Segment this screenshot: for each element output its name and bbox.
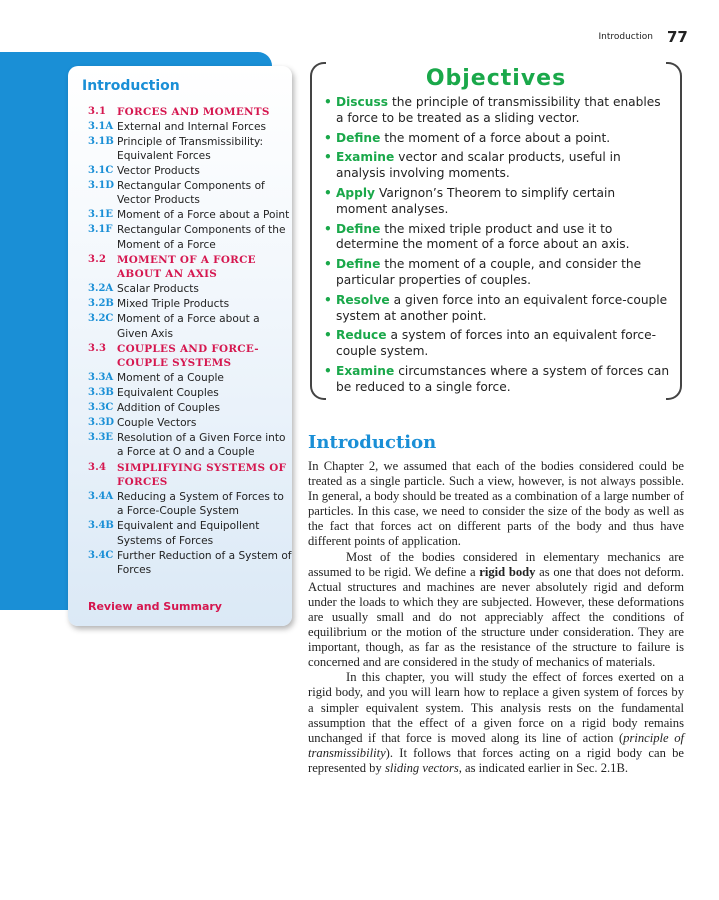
toc-item[interactable] — [88, 386, 292, 400]
objective-text: circumstances where a system of forces can be reduced to a single force. — [336, 363, 670, 394]
toc-item[interactable] — [88, 461, 292, 490]
toc-item[interactable] — [88, 282, 292, 296]
toc-item[interactable] — [88, 164, 292, 178]
toc-item-number: 3.2A — [88, 283, 114, 295]
toc-item-number: 3.1 — [88, 106, 107, 117]
toc-item[interactable] — [88, 297, 292, 311]
objective-item — [324, 131, 670, 147]
toc-item-label: Rectangular Components of the Moment of a Force — [117, 224, 286, 251]
body-text — [308, 459, 684, 776]
toc-item-label: Further Reduction of a System of Forces — [117, 549, 292, 577]
objectives-title: Objectives — [425, 66, 567, 91]
toc-review-summary[interactable]: Review and Summary — [88, 600, 222, 613]
paragraph — [308, 459, 684, 550]
objective-item — [324, 222, 670, 254]
toc-item-number: 3.1B — [88, 135, 114, 147]
toc-item-number: 3.1A — [88, 120, 114, 132]
objective-item — [324, 257, 670, 289]
toc-item-number: 3.2C — [88, 313, 114, 325]
objective-text: vector and scalar products, useful in analysis involving moments. — [336, 150, 621, 181]
objective-verb: Define — [336, 221, 381, 236]
text-run: Most of the bodies considered in elementary mechanics are assumed to be rigid. We define a — [308, 549, 684, 579]
toc-item-number: 3.1D — [88, 180, 115, 192]
page-number: 77 — [667, 28, 688, 46]
objectives-box — [310, 62, 682, 400]
toc-item-number: 3.4C — [88, 549, 114, 561]
objective-text: the moment of a couple, and consider the particular properties of couples. — [336, 257, 642, 287]
toc-item[interactable] — [88, 223, 292, 252]
objective-item — [324, 364, 670, 396]
toc-item-label: Resolution of a Given Force into a Force at O and a Couple — [117, 431, 286, 459]
toc-item-number: 3.3D — [88, 417, 115, 429]
text-run: , as indicated earlier in Sec. 2.1B. — [458, 760, 629, 775]
objective-verb: Examine — [336, 363, 395, 378]
toc-item[interactable] — [88, 135, 292, 164]
text-run: as one that does not deform. Actual structures and machines are never absolutely rigid and deform under the loads to which they are subjected. However, these deformations are usually small and do not appreciably affect the conditions of equilibrium or the motion of the structure under consideration. They are important, though, as far as the resistance of the structure to failure is concerned and are considered in the study of mechanics of materials. — [308, 564, 684, 670]
italic-term: sliding vectors — [384, 760, 459, 775]
objective-text: the mixed triple product and use it to determine the moment of a force about an axis. — [336, 221, 630, 252]
section-heading: Introduction — [308, 432, 437, 453]
toc-item-label: Vector Products — [117, 165, 200, 178]
objective-item — [324, 328, 670, 360]
objective-verb: Resolve — [336, 292, 390, 307]
toc-item[interactable] — [88, 549, 292, 578]
toc-item-number: 3.4A — [88, 491, 114, 503]
toc-item-number: 3.3C — [88, 402, 114, 414]
objective-verb: Discuss — [336, 95, 388, 109]
toc-item-number: 3.3 — [88, 343, 107, 354]
objective-item — [324, 95, 670, 127]
toc-item[interactable] — [88, 179, 292, 208]
objectives-list — [324, 95, 670, 400]
toc-item-label: Moment of a Couple — [117, 372, 224, 385]
toc-item-number: 3.3B — [88, 387, 114, 399]
objective-text: a given force into an equivalent force-couple system at another point. — [336, 292, 668, 323]
toc-item-label: FORCES AND MOMENTS — [117, 106, 270, 118]
objective-text: the principle of transmissibility that enables a force to be treated as a sliding vector. — [336, 95, 661, 125]
objective-verb: Define — [336, 130, 381, 145]
toc-item-number: 3.1F — [88, 224, 113, 236]
toc-item-label: Reducing a System of Forces to a Force-Couple System — [117, 491, 284, 518]
objective-verb: Define — [336, 257, 381, 272]
toc-item[interactable] — [88, 312, 292, 341]
running-header: Introduction — [598, 32, 653, 42]
toc-item-label: Moment of a Force about a Given Axis — [117, 313, 260, 340]
objective-verb: Examine — [336, 150, 395, 165]
paragraph — [308, 670, 684, 776]
bracket-left-line — [310, 92, 312, 370]
toc-item-number: 3.4B — [88, 520, 114, 532]
bold-term: rigid body — [479, 564, 536, 579]
toc-item[interactable] — [88, 519, 292, 548]
toc-item-number: 3.1E — [88, 209, 114, 221]
toc-item-label: External and Internal Forces — [117, 120, 266, 133]
objective-item — [324, 293, 670, 325]
toc-item[interactable] — [88, 120, 292, 134]
toc-item[interactable] — [88, 490, 292, 519]
paragraph — [308, 550, 684, 671]
objective-item — [324, 150, 670, 182]
italic-term: principle of transmissibility — [308, 730, 684, 760]
toc-item-label: MOMENT OF A FORCE ABOUT AN AXIS — [117, 254, 256, 281]
toc-item[interactable] — [88, 105, 292, 119]
toc-item-label: Scalar Products — [117, 283, 199, 296]
toc-item[interactable] — [88, 208, 292, 222]
toc-item-number: 3.3E — [88, 431, 114, 443]
objective-verb: Reduce — [336, 328, 387, 343]
objective-item — [324, 186, 670, 218]
toc-item[interactable] — [88, 431, 292, 460]
objective-text: Varignon’s Theorem to simplify certain moment analyses. — [336, 185, 616, 216]
objective-text: the moment of a force about a point. — [384, 130, 611, 145]
toc-item[interactable] — [88, 371, 292, 385]
toc-item[interactable] — [88, 416, 292, 430]
toc-item-label: Moment of a Force about a Point — [117, 209, 290, 222]
toc-item-label: COUPLES AND FORCE-COUPLE SYSTEMS — [117, 343, 259, 370]
text-run: In this chapter, you will study the effect of forces exerted on a rigid body, and you will learn how to replace a given system of forces by a simpler equivalent system. This analysis rests on the fundamental assumption that the effect of a given force on a rigid body remains unchanged if that force is moved along its line of action ( — [308, 670, 684, 745]
toc-item-label: Mixed Triple Products — [117, 298, 230, 311]
toc-item-label: Couple Vectors — [117, 417, 197, 430]
objective-verb: Apply — [336, 185, 376, 200]
toc-item-number: 3.3A — [88, 372, 114, 384]
toc-item[interactable] — [88, 401, 292, 415]
bracket-right-line — [680, 92, 682, 370]
toc-item-label: Addition of Couples — [117, 402, 220, 415]
toc-item-number: 3.4 — [88, 461, 107, 473]
toc-item-number: 3.2 — [88, 254, 107, 266]
toc-list — [88, 104, 292, 578]
objective-text: a system of forces into an equivalent force-couple system. — [336, 328, 657, 359]
chapter-contents-card — [68, 66, 292, 626]
toc-item-number: 3.2B — [88, 298, 114, 310]
toc-item[interactable] — [88, 342, 292, 371]
text-run: In Chapter 2, we assumed that each of the bodies considered could be treated as a single particle. Such a view, however, is not always possible. In general, a body should be treated as a combination of a large number of particles. In this case, we need to consider the size of the body as well as the fact that forces act on different parts of the body and thus have different points of application. — [308, 459, 684, 549]
toc-item-label: SIMPLIFYING SYSTEMS OF FORCES — [117, 461, 287, 489]
toc-item-label: Equivalent Couples — [117, 387, 219, 400]
toc-title: Introduction — [82, 78, 180, 94]
toc-item-label: Principle of Transmissibility: Equivalent Forces — [117, 135, 264, 163]
toc-item[interactable] — [88, 253, 292, 282]
toc-item-label: Rectangular Components of Vector Products — [117, 180, 265, 207]
text-run: ). It follows that forces acting on a rigid body can be represented by — [308, 745, 684, 775]
toc-item-number: 3.1C — [88, 165, 114, 177]
toc-item-label: Equivalent and Equipollent Systems of Forces — [117, 520, 260, 547]
